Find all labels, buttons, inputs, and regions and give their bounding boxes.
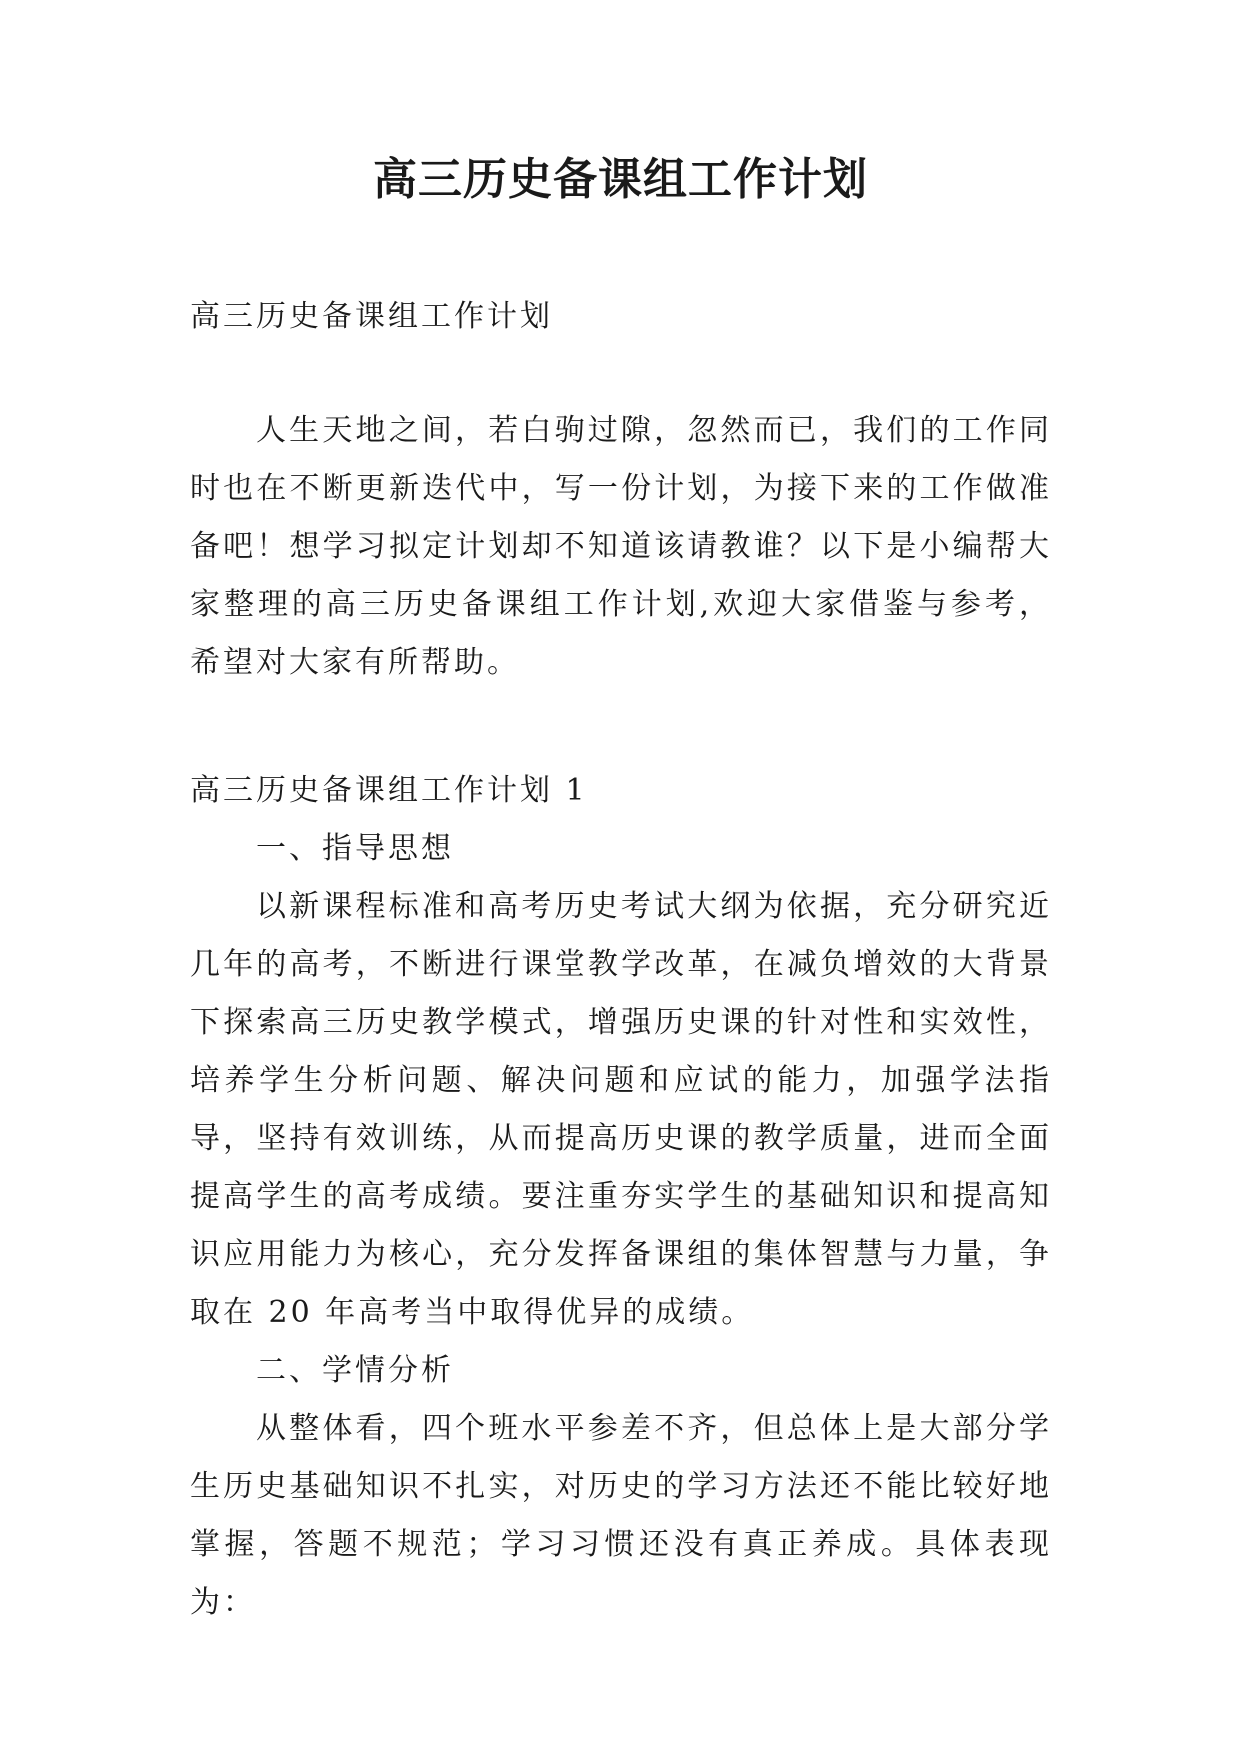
section-heading-guiding-thought: 一、指导思想	[256, 831, 454, 866]
document-title: 高三历史备课组工作计划	[373, 154, 868, 205]
plan-heading: 高三历史备课组工作计划 1	[190, 773, 588, 808]
intro-paragraph: 人生天地之间，若白驹过隙，忽然而已，我们的工作同时也在不断更新迭代中，写一份计划，为接下来的工作做准备吧！想学习拟定计划却不知道该请教谁？以下是小编帮大家整理的高三历史备课组工作计划,欢迎大家借鉴与参考，希望对大家有所帮助。	[190, 413, 1052, 680]
document-subtitle: 高三历史备课组工作计划	[190, 299, 553, 334]
plan-content	[190, 820, 1052, 1632]
section-paragraph-guiding-thought: 以新课程标准和高考历史考试大纲为依据，充分研究近几年的高考，不断进行课堂教学改革，在减负增效的大背景下探索高三历史教学模式，增强历史课的针对性和实效性，培养学生分析问题、解决问题和应试的能力，加强学法指导，坚持有效训练，从而提高历史课的教学质量，进而全面提高学生的高考成绩。要注重夯实学生的基础知识和提高知识应用能力为核心，充分发挥备课组的集体智慧与力量，争取在 20 年高考当中取得优异的成绩。	[190, 889, 1052, 1330]
section-paragraph-student-analysis: 从整体看，四个班水平参差不齐，但总体上是大部分学生历史基础知识不扎实，对历史的学习方法还不能比较好地掌握，答题不规范；学习习惯还没有真正养成。具体表现为：	[190, 1411, 1052, 1620]
section-heading-student-analysis: 二、学情分析	[256, 1353, 454, 1388]
